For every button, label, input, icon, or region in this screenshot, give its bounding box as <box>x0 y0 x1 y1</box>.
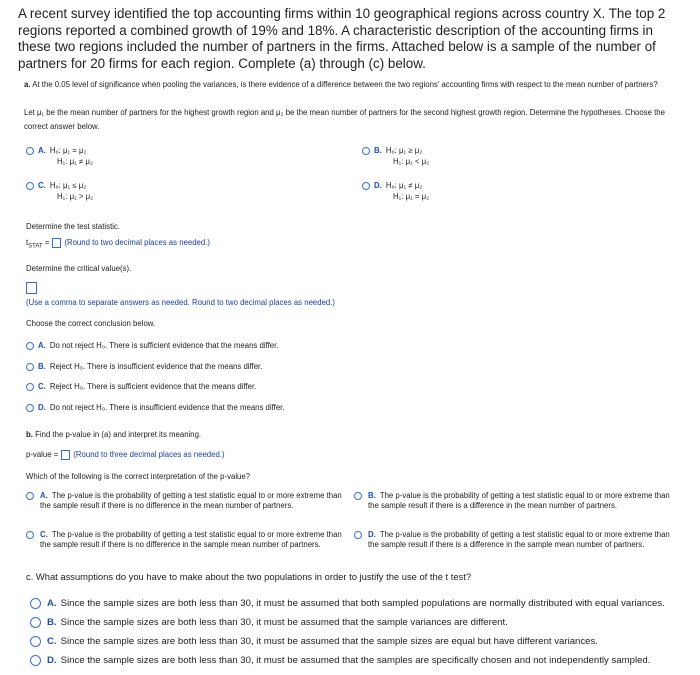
radio-button[interactable] <box>354 531 362 539</box>
hyp-d-h1: H₁: μ₁ = μ₂ <box>393 192 430 201</box>
hyp-b-h0: H₀: μ₁ ≥ μ₂ <box>385 146 423 155</box>
pvalue-input[interactable] <box>61 450 70 460</box>
radio-button[interactable] <box>30 655 41 666</box>
part-a-question-text: At the 0.05 level of significance when pooling the variances, is there evidence of a difference between the two regions' accounting firms with respect to the mean number of partners? <box>32 80 658 89</box>
radio-button[interactable] <box>26 147 34 155</box>
radio-button[interactable] <box>26 404 34 412</box>
critical-prompt: Determine the critical value(s). <box>26 264 132 273</box>
part-c-option-b[interactable]: B. Since the sample sizes are both less than 30, it must be assumed that the sample variances are different. <box>30 617 508 628</box>
radio-button[interactable] <box>362 147 370 155</box>
pvalue-hint: (Round to three decimal places as needed.) <box>73 450 225 460</box>
problem-intro: A recent survey identified the top accounting firms within 10 geographical regions across country X. The top 2 regions reported a combined growth of 19% and 18%. A characteristic description of the accounting firms in these two regions included the number of partners in the firms. Attached below is a sample of the number of partners for 20 firms for each region. Complete (a) through (c) below. <box>18 6 666 71</box>
conclusion-prompt: Choose the correct conclusion below. <box>26 319 156 328</box>
hyp-a-h0: H₀: μ₁ = μ₂ <box>49 146 87 155</box>
pvalue-row: p-value = (Round to three decimal places as needed.) <box>26 450 225 460</box>
tstat-hint: (Round to two decimal places as needed.) <box>64 238 210 248</box>
test-stat-prompt: Determine the test statistic. <box>26 222 121 231</box>
radio-button[interactable] <box>26 342 34 350</box>
part-a-let-text: Let μ₁ be the mean number of partners for the highest growth region and μ₂ be the mean number of partners for the second highest growth region. Determine the hypotheses. Choose the correct answer below. <box>24 108 665 131</box>
radio-button[interactable] <box>26 363 34 371</box>
radio-button[interactable] <box>26 383 34 391</box>
hyp-d-h0: H₀: μ₁ ≠ μ₂ <box>385 181 423 190</box>
hyp-option-d[interactable]: D. H₀: μ₁ ≠ μ₂ H₁: μ₁ = μ₂ <box>362 180 429 202</box>
hyp-c-h1: H₁: μ₁ > μ₂ <box>57 192 94 201</box>
hyp-c-h0: H₀: μ₁ ≤ μ₂ <box>49 181 87 190</box>
hyp-a-h1: H₁: μ₁ ≠ μ₂ <box>57 157 93 166</box>
radio-button[interactable] <box>30 598 41 609</box>
hyp-option-a[interactable]: A. H₀: μ₁ = μ₂ H₁: μ₁ ≠ μ₂ <box>26 145 93 167</box>
critical-hint: (Use a comma to separate answers as needed. Round to two decimal places as needed.) <box>26 298 336 307</box>
interp-option-d[interactable]: D. The p-value is the probability of getting a test statistic equal to or more extreme than the sample result if there is a difference in the sample mean number of partners. <box>354 530 680 550</box>
part-a-label: a. <box>24 80 31 89</box>
interp-prompt: Which of the following is the correct interpretation of the p-value? <box>26 472 251 481</box>
radio-button[interactable] <box>362 182 370 190</box>
radio-button[interactable] <box>30 636 41 647</box>
conclusion-option-d[interactable]: D. Do not reject H₀. There is insufficient evidence that the means differ. <box>26 403 284 412</box>
radio-button[interactable] <box>26 492 34 500</box>
radio-button[interactable] <box>26 531 34 539</box>
hyp-option-c[interactable]: C. H₀: μ₁ ≤ μ₂ H₁: μ₁ > μ₂ <box>26 180 93 202</box>
radio-button[interactable] <box>354 492 362 500</box>
interp-option-b[interactable]: B. The p-value is the probability of getting a test statistic equal to or more extreme than the sample result if there is a difference in the mean number of partners. <box>354 491 680 511</box>
interp-option-a[interactable]: A. The p-value is the probability of getting a test statistic equal to or more extreme than the sample result if there is no difference in the mean number of partners. <box>26 491 344 511</box>
part-c-option-d[interactable]: D. Since the sample sizes are both less than 30, it must be assumed that the samples are specifically chosen and not independently sampled. <box>30 655 650 666</box>
part-b-question: b. Find the p-value in (a) and interpret its meaning. <box>26 430 202 439</box>
radio-button[interactable] <box>26 182 34 190</box>
part-c-option-c[interactable]: C. Since the sample sizes are both less than 30, it must be assumed that the sample sizes are equal but have different variances. <box>30 636 598 647</box>
part-c-option-a[interactable]: A. Since the sample sizes are both less than 30, it must be assumed that both sampled populations are normally distributed with equal variances. <box>30 598 665 609</box>
tstat-row: $t_{STAT}$ = (Round to two decimal places as needed.) <box>26 238 210 250</box>
conclusion-option-b[interactable]: B. Reject H₀. There is insufficient evidence that the means differ. <box>26 362 262 371</box>
part-a-question <box>24 80 684 90</box>
conclusion-option-a[interactable]: A. Do not reject H₀. There is sufficient evidence that the means differ. <box>26 341 278 350</box>
conclusion-option-c[interactable]: C. Reject H₀. There is sufficient evidence that the means differ. <box>26 382 256 391</box>
hyp-option-b[interactable]: B. H₀: μ₁ ≥ μ₂ H₁: μ₁ < μ₂ <box>362 145 429 167</box>
part-c-question: c. What assumptions do you have to make about the two populations in order to justify the use of the t test? <box>26 571 472 582</box>
tstat-input[interactable] <box>52 238 61 248</box>
critical-input[interactable] <box>26 282 37 294</box>
radio-button[interactable] <box>30 617 41 628</box>
interp-option-c[interactable]: C. The p-value is the probability of getting a test statistic equal to or more extreme than the sample result if there is no difference in the sample mean number of partners. <box>26 530 344 550</box>
hyp-b-h1: H₁: μ₁ < μ₂ <box>393 157 430 166</box>
